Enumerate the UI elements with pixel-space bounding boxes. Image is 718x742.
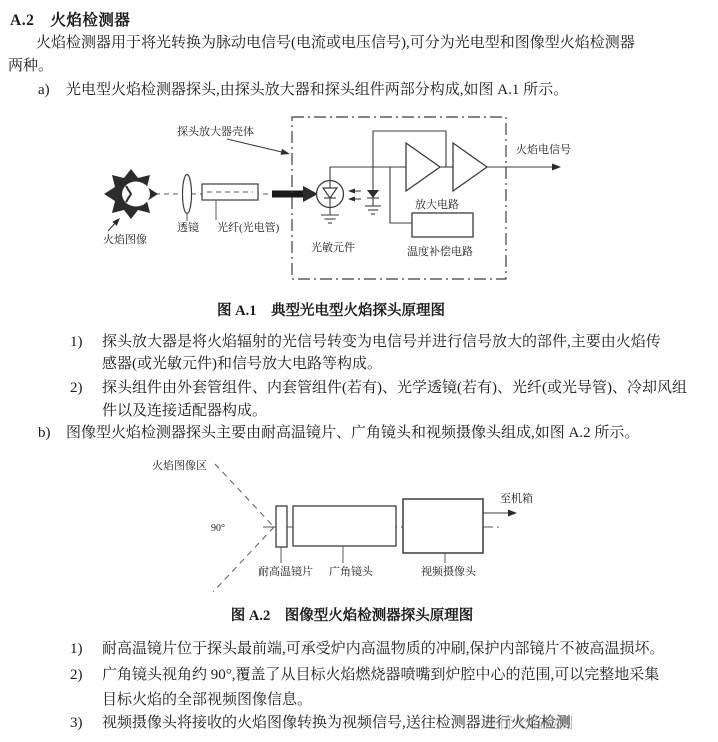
- note-marker: 3): [70, 715, 83, 731]
- note-marker: 1): [70, 641, 83, 657]
- figure-a1-photoelectric-probe-diagram: [100, 109, 590, 297]
- temp-comp-box: [412, 213, 473, 237]
- view-angle-label: 90°: [211, 523, 225, 534]
- lens-icon: [183, 175, 192, 222]
- fig2-note-2-line-1: [70, 666, 659, 684]
- flame-image-label: 火焰图像: [103, 234, 147, 246]
- housing-label-arrow: [227, 139, 286, 153]
- camera-output-arrowhead: [508, 510, 517, 517]
- intro-line-2: 两种。: [8, 58, 54, 74]
- fig2-note-3-line-1: [70, 714, 571, 732]
- note-text: 探头放大器是将火焰辐射的光信号转变为电信号并进行信号放大的部件,主要由火焰传: [102, 334, 661, 350]
- photodiode-icon: [317, 167, 344, 223]
- photo-element-label: 光敏元件: [311, 242, 355, 254]
- figure-a2-image-probe-diagram: [100, 450, 570, 600]
- housing-label: 探头放大器壳体: [177, 126, 254, 138]
- wide-angle-lens-icon: [293, 506, 396, 563]
- coupling-arrows-icon: [348, 189, 361, 202]
- light-input-arrow-icon: [272, 186, 318, 202]
- figure-a2-caption: 图 A.2 图像型火焰检测器探头原理图: [230, 608, 474, 624]
- amplifier-label: 放大电路: [415, 199, 459, 211]
- item-b-marker: b): [38, 425, 51, 441]
- note-text: 探头组件由外套管组件、内套管组件(若有)、光学透镜(若有)、光纤(或光导管)、冷却风组: [102, 380, 687, 396]
- fig1-note-2-line-1: [70, 379, 687, 397]
- note-text-smudged: 进行火焰检测: [480, 715, 571, 731]
- list-item-b: [38, 424, 639, 442]
- compensation-diode-icon: [365, 167, 381, 214]
- note-text: 耐高温镜片位于探头最前端,可承受炉内高温物质的冲刷,保护内部镜片不被高温损坏。: [102, 641, 665, 657]
- flame-icon: [104, 169, 158, 219]
- video-camera-icon: [403, 499, 483, 563]
- fig1-note-1-line-2: 感器(或光敏元件)和信号放大电路等构成。: [102, 356, 382, 372]
- intro-line-1: 火焰检测器用于将光转换为脉动电信号(电流或电压信号),可分为光电型和图像型火焰检测器: [36, 35, 635, 51]
- lens-label: 透镜: [177, 222, 199, 234]
- high-temp-lens-icon: [276, 506, 287, 563]
- figure-a1-caption: 图 A.1 典型光电型火焰探头原理图: [217, 303, 445, 319]
- note-text: 视频摄像头将接收的火焰图像转换为视频信号,送往检测器: [102, 715, 481, 731]
- fig1-note-2-line-2: 件以及连接适配器构成。: [102, 403, 268, 419]
- item-a-text: 光电型火焰检测器探头,由探头放大器和探头组件两部分构成,如图 A.1 所示。: [66, 82, 569, 98]
- output-signal-label: 火焰电信号: [516, 144, 571, 156]
- wide-angle-lens-label: 广角镜头: [329, 566, 373, 578]
- note-marker: 2): [70, 667, 83, 683]
- flame-area-label: 火焰图像区: [152, 460, 207, 472]
- fig1-note-1-line-1: [70, 333, 661, 351]
- list-item-a: [38, 81, 568, 99]
- to-cabinet-label: 至机箱: [500, 493, 533, 505]
- fig2-note-1-line-1: [70, 640, 665, 658]
- item-b-text: 图像型火焰检测器探头主要由耐高温镜片、广角镜头和视频摄像头组成,如图 A.2 所示。: [66, 425, 640, 441]
- note-marker: 1): [70, 334, 83, 350]
- output-arrowhead: [552, 164, 561, 171]
- note-text: 广角镜头视角约 90°,覆盖了从目标火焰燃烧器喷嘴到炉腔中心的范围,可以完整地采集: [102, 667, 660, 683]
- item-a-marker: a): [38, 82, 50, 98]
- high-temp-lens-label: 耐高温镜片: [258, 566, 313, 578]
- optical-fiber-icon: [202, 184, 258, 220]
- fiber-label: 光纤(光电管): [217, 222, 280, 234]
- temp-comp-label: 温度补偿电路: [407, 246, 473, 258]
- note-marker: 2): [70, 380, 83, 396]
- section-heading: A.2 火焰检测器: [10, 12, 131, 29]
- housing-label-arrowhead: [281, 149, 291, 157]
- video-camera-label: 视频摄像头: [421, 566, 476, 578]
- fig2-note-2-line-2: 目标火焰的全部视频图像信息。: [102, 692, 313, 708]
